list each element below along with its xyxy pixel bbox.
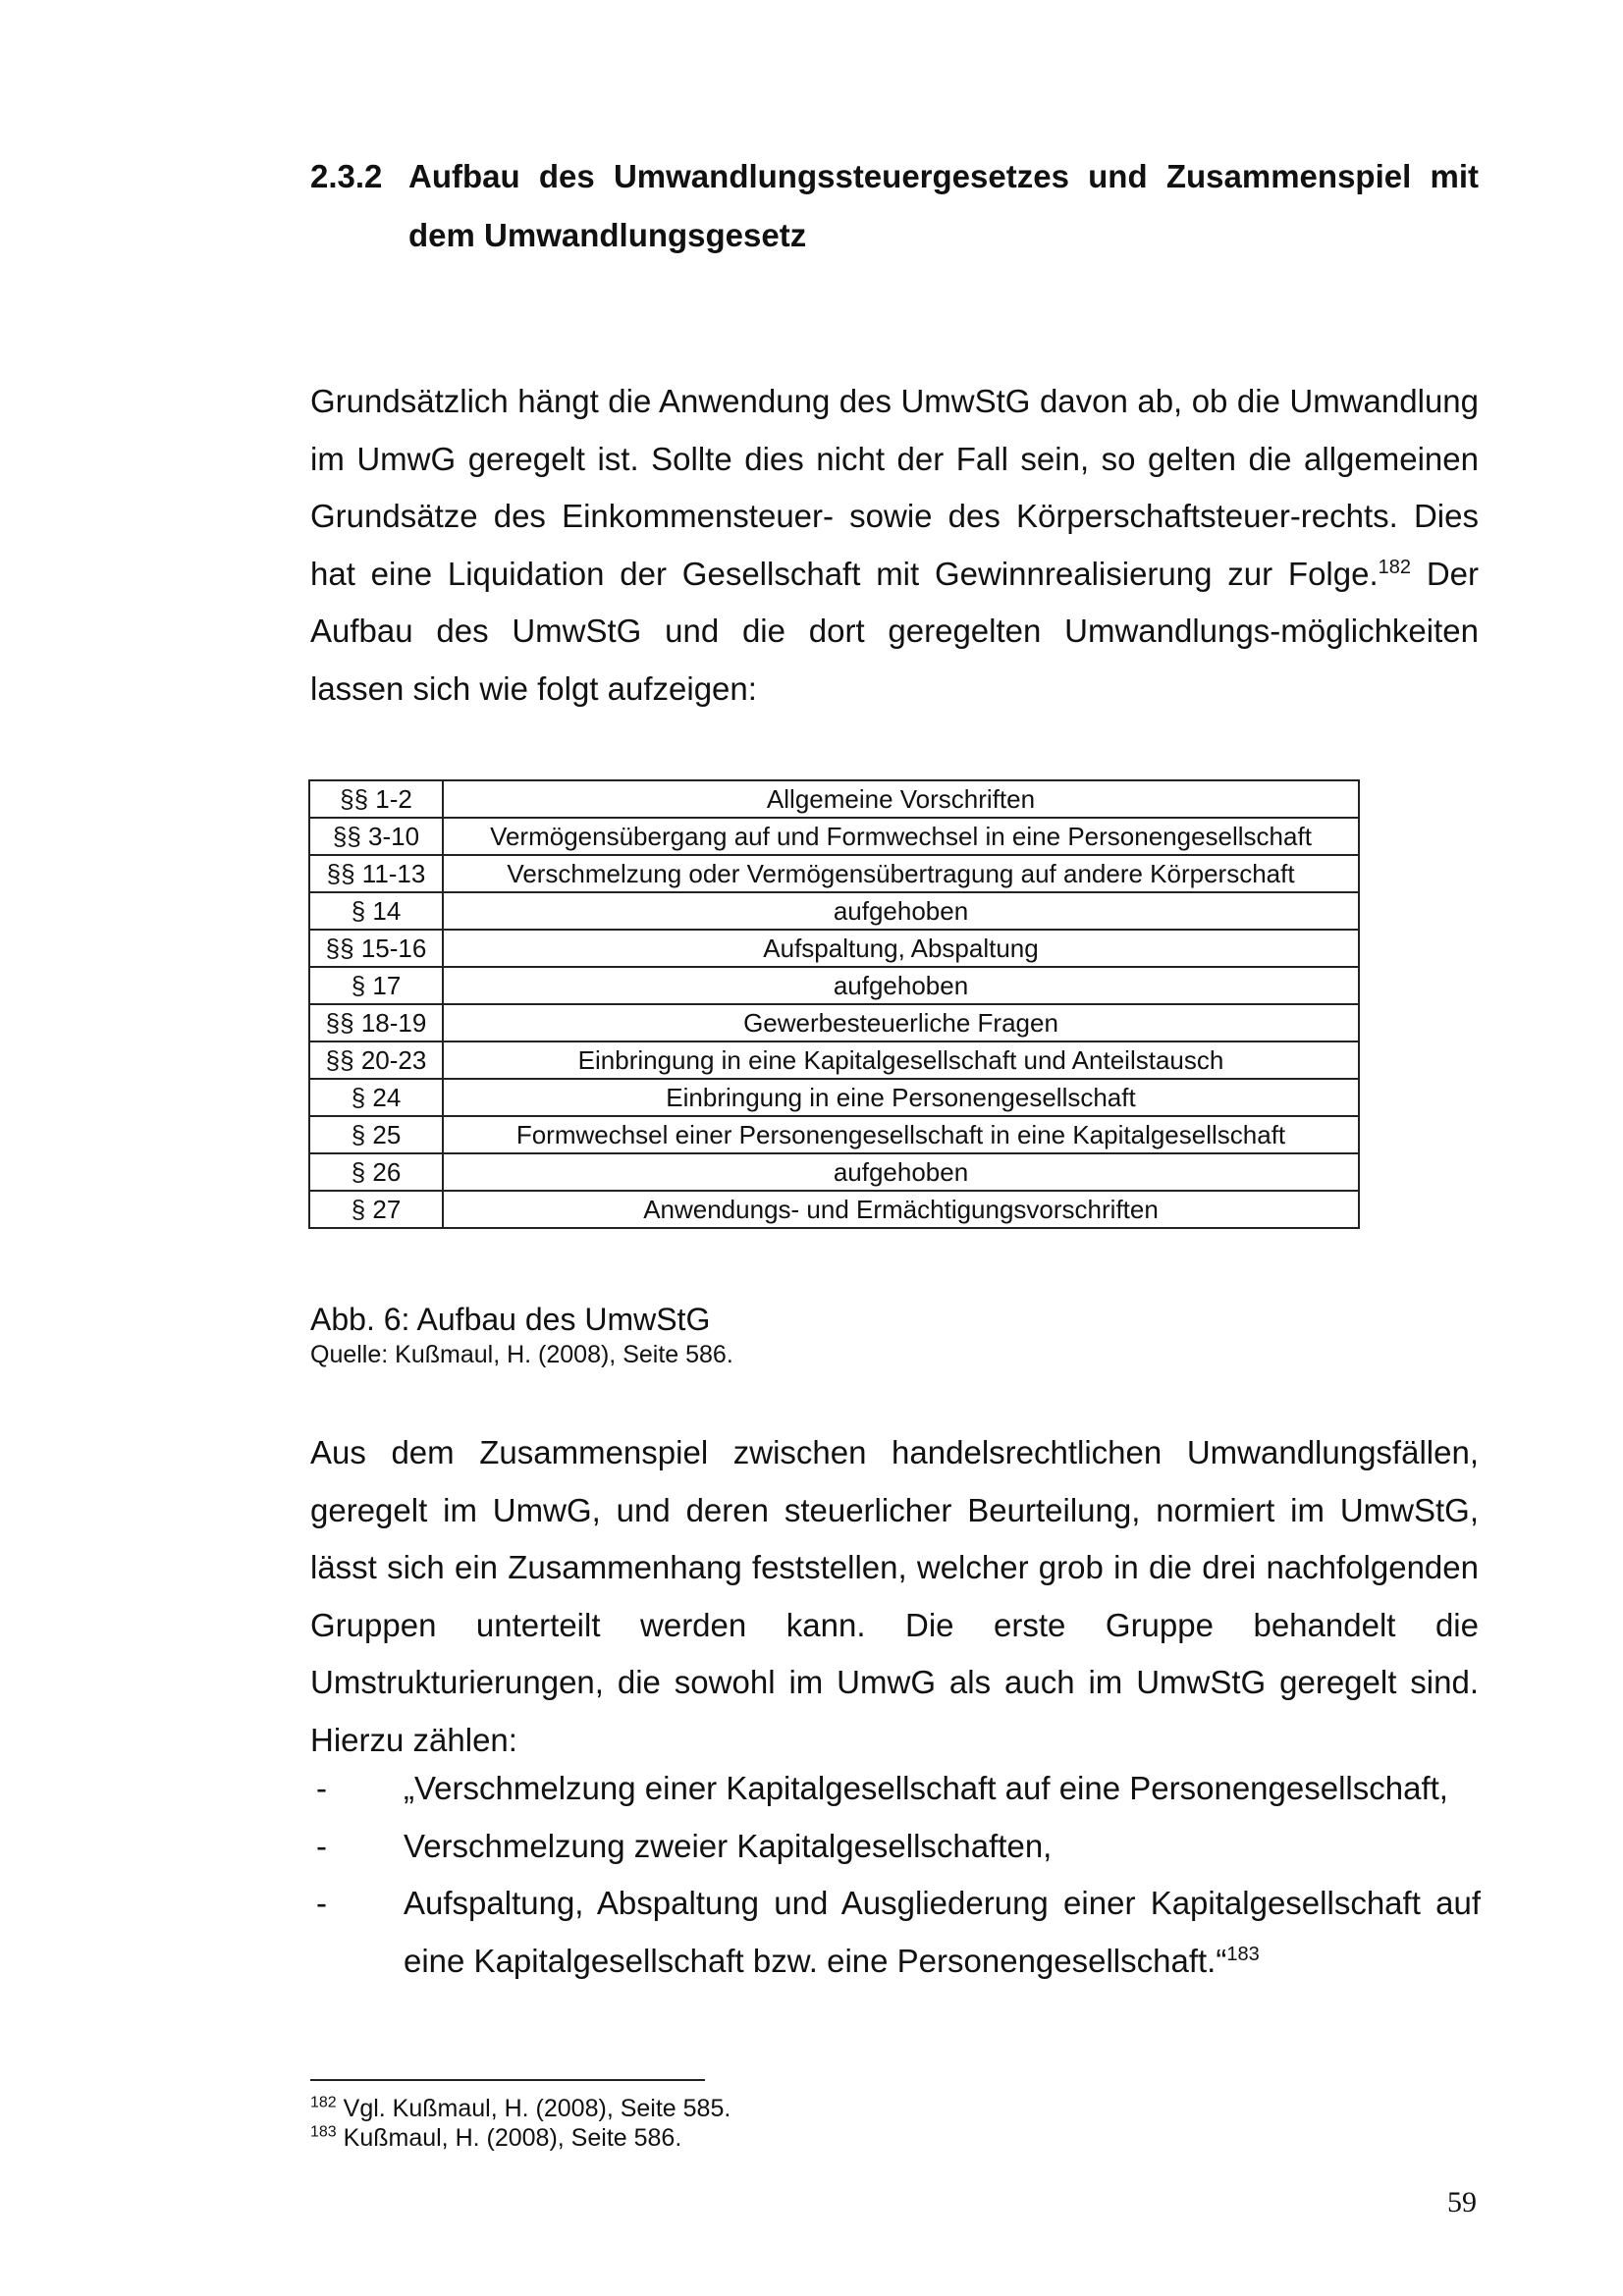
table-cell-section: § 17 [309, 967, 443, 1004]
table-cell-content: Gewerbesteuerliche Fragen [443, 1004, 1359, 1041]
table-cell-content: Formwechsel einer Personengesellschaft in eine Kapitalgesellschaft [443, 1116, 1359, 1153]
table-cell-section: §§ 1-2 [309, 780, 443, 818]
figure-caption: Abb. 6: Aufbau des UmwStG [310, 1302, 711, 1337]
table-row [309, 1079, 1359, 1116]
list-item-text: Aufspaltung, Abspaltung und Ausgliederung einer Kapitalgesellschaft auf eine Kapitalgesellschaft bzw. eine Personengesellschaft.“ [404, 1885, 1481, 1979]
figure-source: Quelle: Kußmaul, H. (2008), Seite 586. [310, 1341, 733, 1368]
table-row [309, 1116, 1359, 1153]
list-item [310, 1760, 1481, 1818]
list-item-text: Verschmelzung zweier Kapitalgesellschaften, [404, 1827, 1053, 1864]
footnote-ref-182[interactable]: 182 [1378, 556, 1412, 578]
table-row [309, 892, 1359, 930]
table-cell-section: § 27 [309, 1191, 443, 1228]
table-cell-content: Anwendungs- und Ermächtigungsvorschriften [443, 1191, 1359, 1228]
table-cell-content: Allgemeine Vorschriften [443, 780, 1359, 818]
table-cell-content: Einbringung in eine Personengesellschaft [443, 1079, 1359, 1116]
table-row [309, 780, 1359, 818]
footnote-183 [310, 2123, 681, 2153]
table-cell-section: §§ 18-19 [309, 1004, 443, 1041]
table-row [309, 967, 1359, 1004]
list-dash: - [316, 1770, 327, 1806]
footnote-separator [310, 2079, 705, 2081]
section-number: 2.3.2 [310, 158, 383, 194]
list-item-text: „Verschmelzung einer Kapitalgesellschaft auf eine Personengesellschaft, [404, 1770, 1448, 1806]
table-row [309, 1041, 1359, 1079]
section-heading [310, 147, 1479, 265]
intro-text-continued: Der Aufbau des UmwStG und die dort geregelten Umwandlungs-möglichkeiten lassen sich wie folgt aufzeigen: [310, 555, 1479, 707]
table-row [309, 1004, 1359, 1041]
table-cell-content: Verschmelzung oder Vermögensübertragung auf andere Körperschaft [443, 855, 1359, 892]
intro-text: Grundsätzlich hängt die Anwendung des UmwStG davon ab, ob die Umwandlung im UmwG geregelt ist. Sollte dies nicht der Fall sein, so gelten die allgemeinen Grundsätze des Einkommensteuer- sowie des Körperschaftsteuer-rechts. Dies hat eine Liquidation der Gesellschaft mit Gewinnrealisierung zur Folge. [310, 383, 1479, 592]
table-row [309, 930, 1359, 967]
section-title: Aufbau des Umwandlungssteuergesetzes und Zusammenspiel mit dem Umwandlungsgesetz [408, 158, 1479, 253]
table-cell-section: § 14 [309, 892, 443, 930]
intro-paragraph [310, 373, 1479, 718]
table-cell-section: § 26 [309, 1153, 443, 1191]
table-cell-content: Aufspaltung, Abspaltung [443, 930, 1359, 967]
list-dash: - [316, 1827, 327, 1864]
table-cell-section: §§ 15-16 [309, 930, 443, 967]
footnote-182 [310, 2094, 730, 2123]
table-cell-section: §§ 3-10 [309, 818, 443, 855]
page-number: 59 [1447, 2186, 1477, 2218]
table-cell-section: §§ 11-13 [309, 855, 443, 892]
table-cell-content: aufgehoben [443, 892, 1359, 930]
restructuring-list [310, 1760, 1481, 1990]
footnote-number: 183 [310, 2123, 337, 2141]
table-cell-content: aufgehoben [443, 1153, 1359, 1191]
footnote-number: 182 [310, 2094, 337, 2111]
table-row [309, 1153, 1359, 1191]
footnote-ref-183[interactable]: 183 [1226, 1943, 1260, 1965]
list-dash: - [316, 1885, 327, 1921]
list-item [310, 1875, 1481, 1990]
table-cell-section: § 25 [309, 1116, 443, 1153]
footnote-text: Kußmaul, H. (2008), Seite 586. [336, 2124, 682, 2152]
table-row [309, 855, 1359, 892]
body-paragraph: Aus dem Zusammenspiel zwischen handelsrechtlichen Umwandlungsfällen, geregelt im UmwG, und deren steuerlicher Beurteilung, normiert im UmwStG, lässt sich ein Zusammenhang feststellen, welcher grob in die drei nachfolgenden Gruppen unterteilt werden kann. Die erste Gruppe behandelt die Umstrukturierungen, die sowohl im UmwG als auch im UmwStG geregelt sind. Hierzu zählen: [310, 1434, 1479, 1758]
table-cell-section: § 24 [309, 1079, 443, 1116]
list-item [310, 1818, 1481, 1876]
umwstg-structure-table [308, 779, 1360, 1229]
table-row [309, 1191, 1359, 1228]
table-row [309, 818, 1359, 855]
footnote-text: Vgl. Kußmaul, H. (2008), Seite 585. [336, 2095, 731, 2122]
table-cell-section: §§ 20-23 [309, 1041, 443, 1079]
table-cell-content: aufgehoben [443, 967, 1359, 1004]
table-cell-content: Einbringung in eine Kapitalgesellschaft und Anteilstausch [443, 1041, 1359, 1079]
table-cell-content: Vermögensübergang auf und Formwechsel in eine Personengesellschaft [443, 818, 1359, 855]
